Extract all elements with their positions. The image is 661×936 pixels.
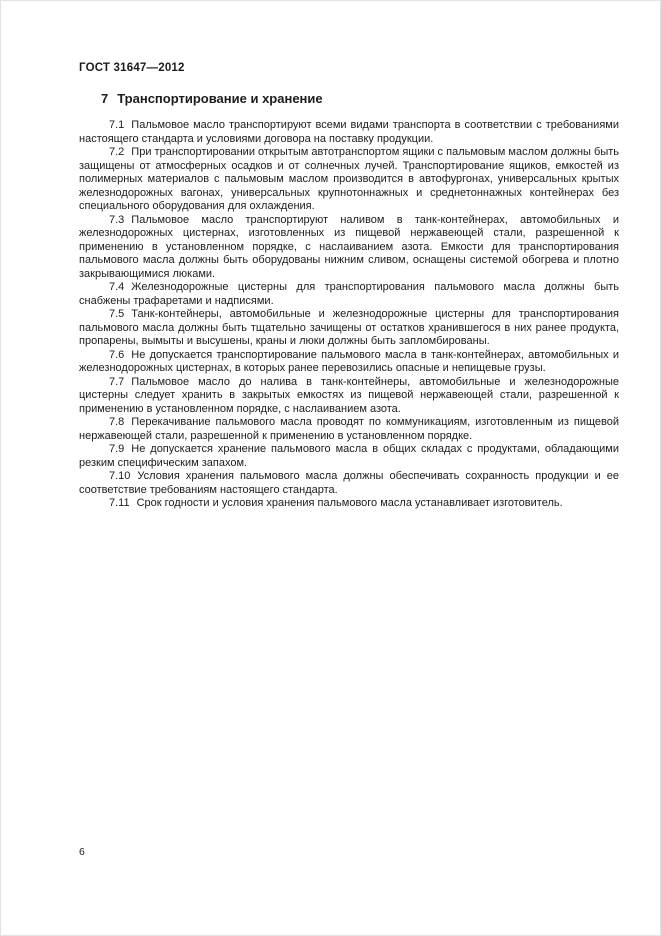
paragraph-text: Не допускается хранение пальмового масла в общих складах с продуктами, обладающими резким специфическим запахом. bbox=[79, 443, 619, 469]
paragraph bbox=[79, 308, 619, 349]
page-number: 6 bbox=[79, 846, 85, 858]
paragraph bbox=[79, 443, 619, 470]
paragraph-number: 7.3 bbox=[109, 213, 125, 226]
paragraph-text: Условия хранения пальмового масла должны обеспечивать сохранность продукции и ее соответствие требованиям настоящего стандарта. bbox=[79, 470, 619, 496]
paragraph-number: 7.8 bbox=[109, 416, 125, 428]
section-content bbox=[79, 119, 619, 511]
section-title bbox=[101, 91, 323, 106]
paragraph-text: Срок годности и условия хранения пальмового масла устанавливает изготовитель. bbox=[136, 497, 563, 509]
paragraph-number: 7.11 bbox=[109, 497, 130, 509]
paragraph-number: 7.7 bbox=[109, 375, 125, 388]
paragraph bbox=[79, 349, 619, 376]
paragraph-text: Пальмовое масло до налива в танк-контейнеры, автомобильные и железнодорожные цистерны следует хранить в закрытых емкостях из пищевой нержавеющей стали, разрешенной к применению в установленном порядке, с наслаиванием азота. bbox=[79, 375, 619, 415]
paragraph-text: При транспортировании открытым автотранспортом ящики с пальмовым маслом должны быть защищены от атмосферных осадков и от солнечных лучей. Транспортирование ящиков, емкостей из полимерных материалов с пальмовым маслом производится в автофургонах, универсальных крытых железнодорожных вагонах, универсальных крупнотоннажных и среднетоннажных контейнерах без специального оборудования для охлаждения. bbox=[79, 146, 619, 212]
paragraph bbox=[79, 214, 619, 282]
section-title-text: Транспортирование и хранение bbox=[117, 91, 323, 106]
paragraph-text: Пальмовое масло транспортируют наливом в танк-контейнерах, автомобильных и железнодорожных цистернах, изготовленных из пищевой нержавеющей стали, разрешенной к применению в установленном порядке, с наслаиванием азота. Емкости для транспортирования пальмового масла должны быть оборудованы нижним сливом, оснащены системой обогрева и плотно закрывающимися люками. bbox=[79, 213, 619, 280]
paragraph-text: Танк-контейнеры, автомобильные и железнодорожные цистерны для транспортирования пальмового масла должны быть тщательно зачищены от остатков хранившегося в них ранее продукта, пропарены, вымыты и высушены, краны и люки должны быть запломбированы. bbox=[79, 308, 619, 347]
paragraph-number: 7.4 bbox=[109, 281, 125, 293]
paragraph bbox=[79, 376, 619, 417]
paragraph bbox=[79, 470, 619, 497]
paragraph-number: 7.5 bbox=[109, 308, 125, 320]
paragraph bbox=[79, 416, 619, 443]
paragraph bbox=[79, 119, 619, 146]
paragraph-text: Перекачивание пальмового масла проводят по коммуникациям, изготовленным из пищевой нержавеющей стали, разрешенной к применению в установленном порядке. bbox=[79, 416, 619, 442]
paragraph-text: Пальмовое масло транспортируют всеми видами транспорта в соответствии с требованиями настоящего стандарта и условиями договора на поставку продукции. bbox=[79, 119, 619, 145]
paragraph bbox=[79, 146, 619, 214]
paragraph bbox=[79, 497, 619, 511]
paragraph-number: 7.10 bbox=[109, 470, 131, 482]
section-number: 7 bbox=[101, 91, 109, 106]
standard-code: ГОСТ 31647—2012 bbox=[79, 62, 185, 74]
paragraph-number: 7.9 bbox=[109, 443, 125, 455]
paragraph-number: 7.6 bbox=[109, 348, 125, 361]
paragraph-number: 7.1 bbox=[109, 119, 125, 131]
paragraph bbox=[79, 281, 619, 308]
paragraph-number: 7.2 bbox=[109, 146, 125, 158]
paragraph-text: Железнодорожные цистерны для транспортирования пальмового масла должны быть снабжены трафаретами и надписями. bbox=[79, 281, 619, 307]
paragraph-text: Не допускается транспортирование пальмового масла в танк-контейнерах, автомобильных и железнодорожных цистернах, в которых ранее перевозились опасные и непищевые грузы. bbox=[79, 348, 619, 374]
